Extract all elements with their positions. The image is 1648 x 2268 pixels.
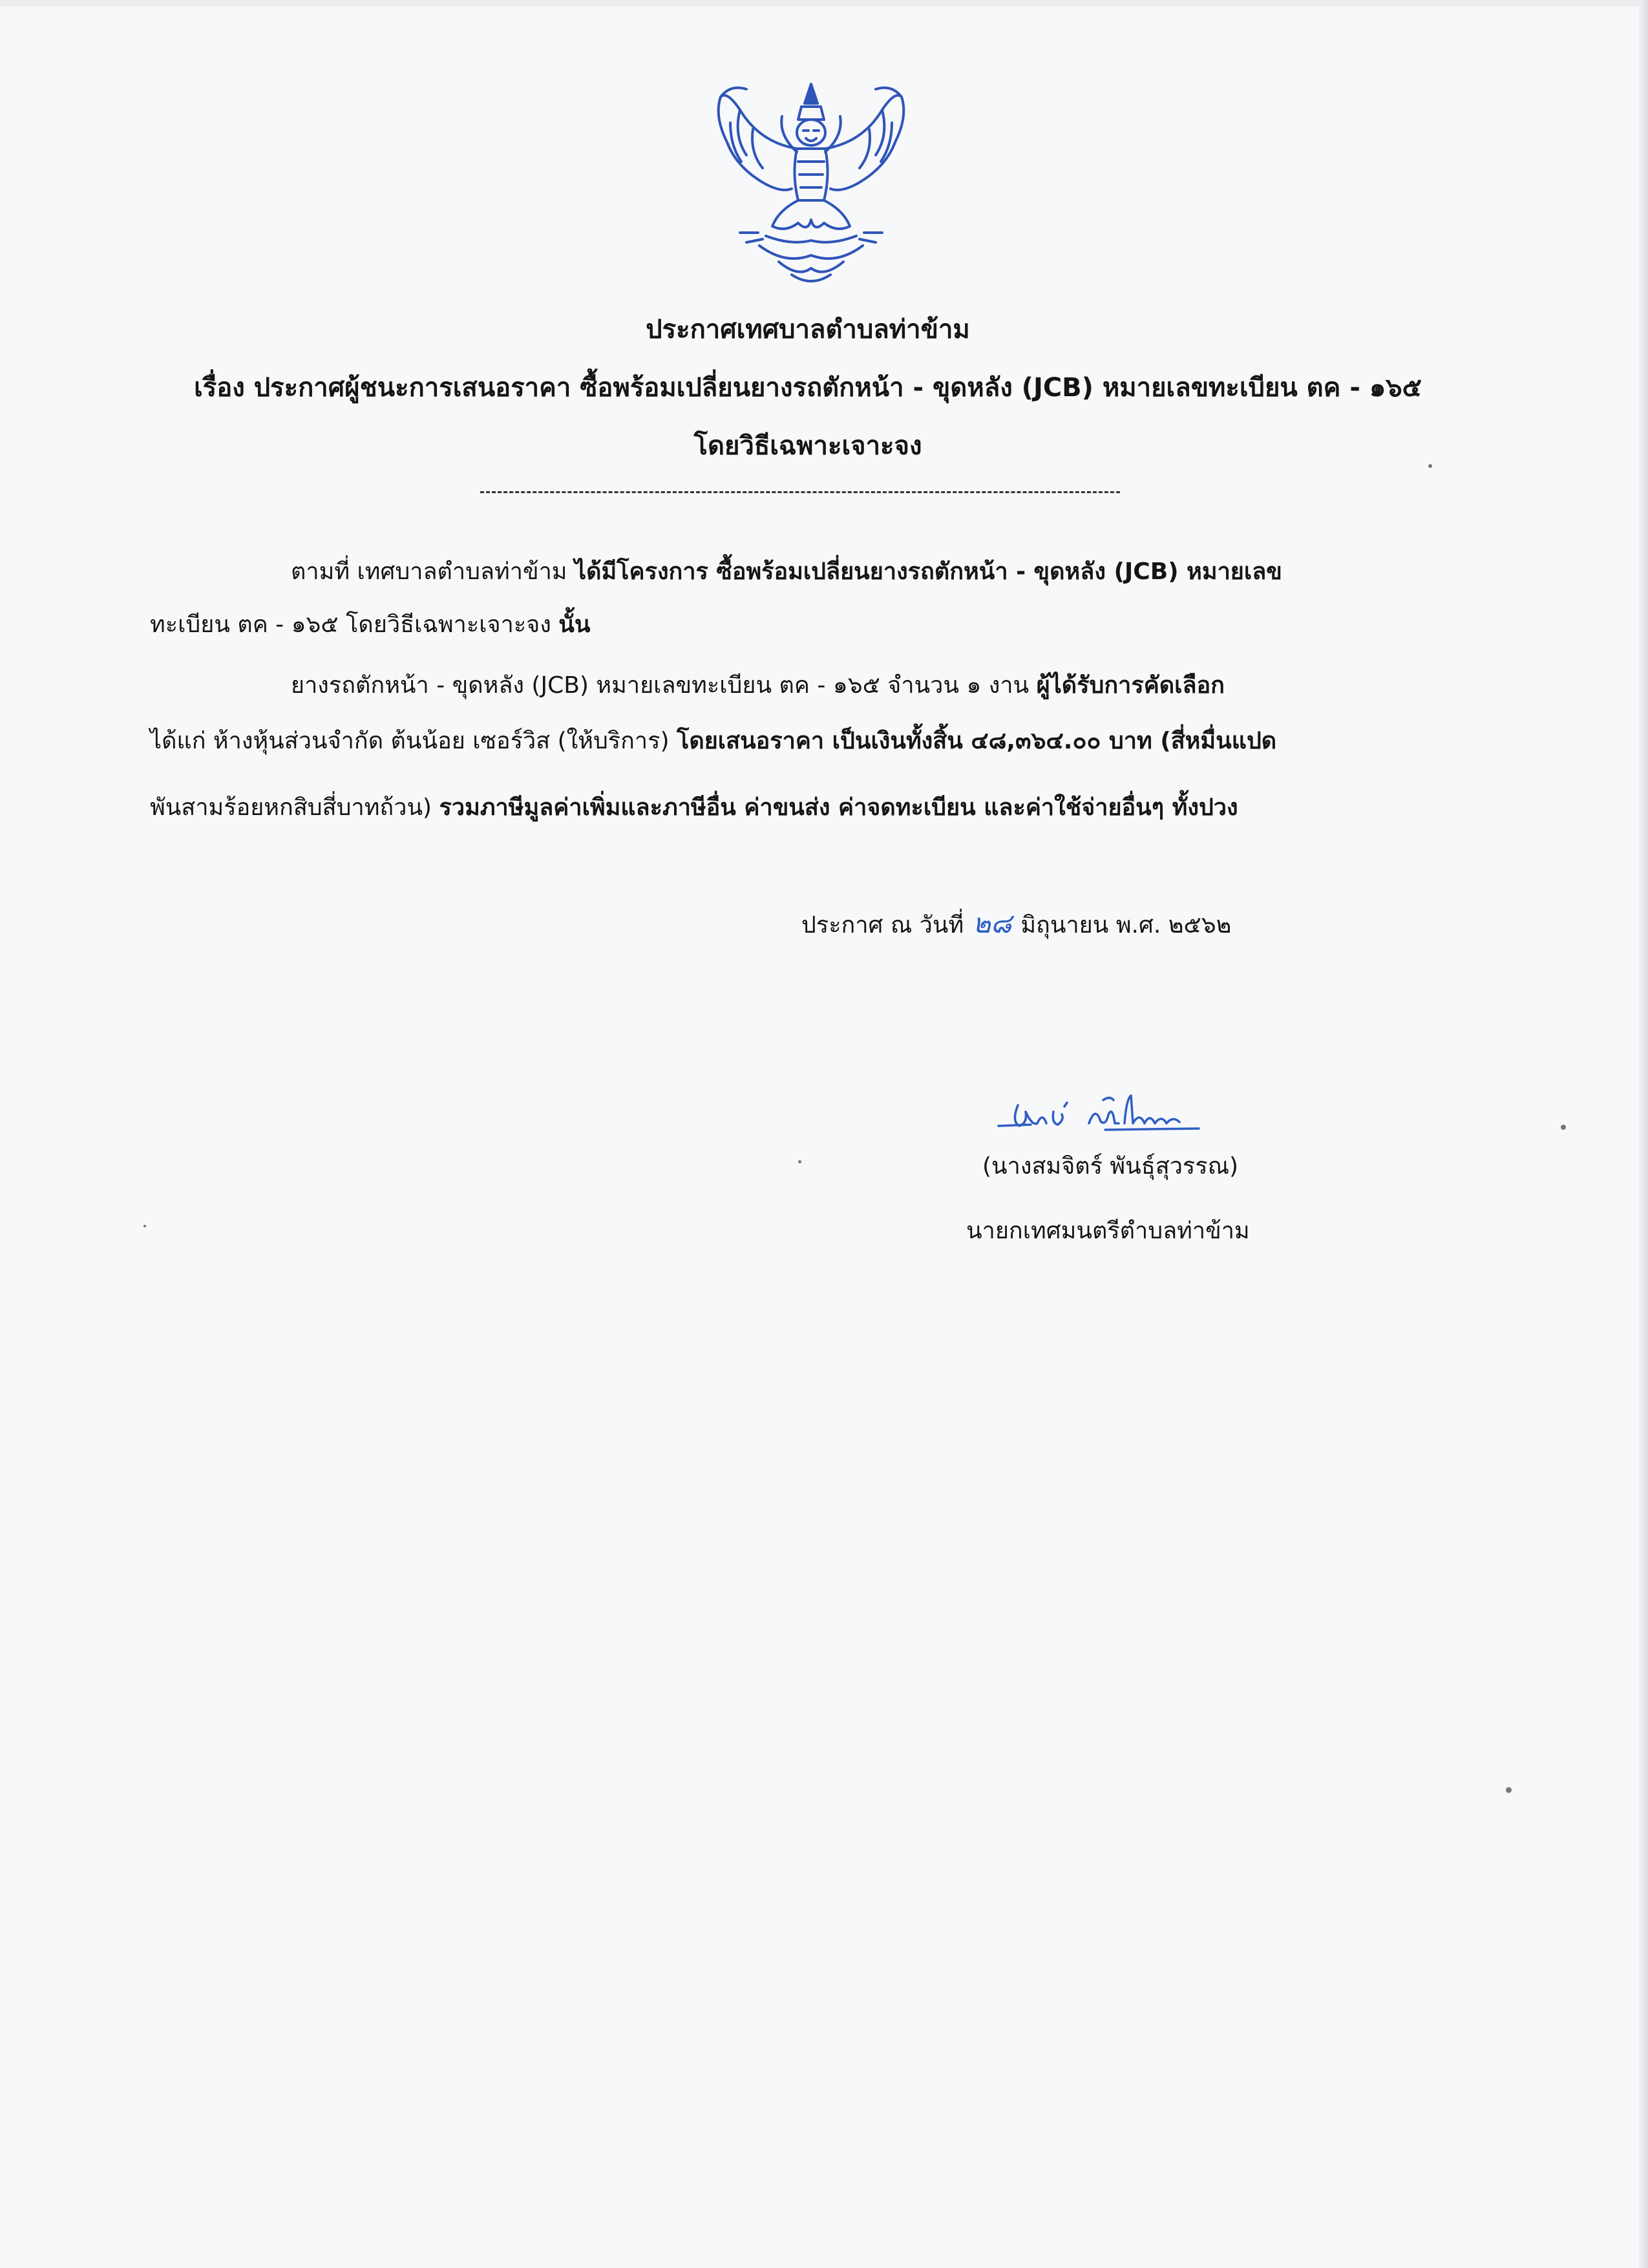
date-prefix: ประกาศ ณ วันที่	[801, 912, 964, 938]
p2-l3-text: พันสามร้อยหกสิบสี่บาทถ้วน)	[150, 794, 439, 821]
handwritten-signature	[992, 1086, 1238, 1144]
date-suffix: มิถุนายน พ.ศ. ๒๕๖๒	[1020, 912, 1232, 938]
p2-l1-text: ยางรถตักหน้า - ขุดหลัง (JCB) หมายเลขทะเบียน ตค - ๑๖๕ จำนวน ๑ งาน	[291, 672, 1037, 699]
scan-edge-top	[0, 0, 1648, 6]
scan-edge-right	[1639, 0, 1648, 2268]
p1-l2-text: ทะเบียน ตค - ๑๖๕ โดยวิธีเฉพาะเจาะจง	[150, 611, 559, 638]
paragraph-2-line-1	[291, 670, 1225, 702]
p2-l2-bold: โดยเสนอราคา เป็นเงินทั้งสิ้น ๔๘,๓๖๔.๐๐ บาท (สี่หมื่นแปด	[676, 728, 1277, 754]
paragraph-1-line-1	[291, 556, 1282, 588]
p2-l1-bold: ผู้ได้รับการคัดเลือก	[1036, 672, 1225, 699]
p1-l1-text: ตามที่ เทศบาลตำบลท่าข้าม	[291, 558, 575, 585]
announcement-date	[801, 907, 1231, 942]
garuda-emblem-icon	[701, 71, 921, 291]
scan-speck	[798, 1160, 801, 1163]
paragraph-2-line-2	[150, 725, 1276, 758]
scan-speck	[1428, 464, 1432, 468]
paragraph-1-line-2	[150, 609, 591, 641]
scan-speck	[1506, 1787, 1512, 1793]
procurement-method: โดยวิธีเฉพาะเจาะจง	[693, 431, 922, 461]
scan-speck	[1561, 1125, 1566, 1130]
handwritten-day: ๒๘	[973, 907, 1012, 939]
p2-l3-bold: รวมภาษีมูลค่าเพิ่มและภาษีอื่น ค่าขนส่ง ค่าจดทะเบียน และค่าใช้จ่ายอื่นๆ ทั้งปวง	[439, 794, 1238, 821]
header-divider	[480, 491, 1120, 493]
scan-speck	[143, 1225, 146, 1227]
signatory-name: (นางสมจิตร์ พันธุ์สุวรรณ)	[982, 1153, 1239, 1180]
signatory-position: นายกเทศมนตรีตำบลท่าข้าม	[966, 1218, 1250, 1244]
p1-l2-bold: นั้น	[558, 611, 591, 638]
p1-l1-bold: ได้มีโครงการ ซื้อพร้อมเปลี่ยนยางรถตักหน้า - ขุดหลัง (JCB) หมายเลข	[574, 558, 1282, 585]
p2-l2-text: ได้แก่ ห้างหุ้นส่วนจำกัด ต้นน้อย เซอร์วิส (ให้บริการ)	[150, 728, 677, 754]
document-subject: เรื่อง ประกาศผู้ชนะการเสนอราคา ซื้อพร้อมเปลี่ยนยางรถตักหน้า - ขุดหลัง (JCB) หมายเลขทะเบียน ตค - ๑๖๕	[194, 373, 1422, 403]
document-title: ประกาศเทศบาลตำบลท่าข้าม	[646, 315, 970, 344]
paragraph-2-line-3	[150, 792, 1238, 824]
